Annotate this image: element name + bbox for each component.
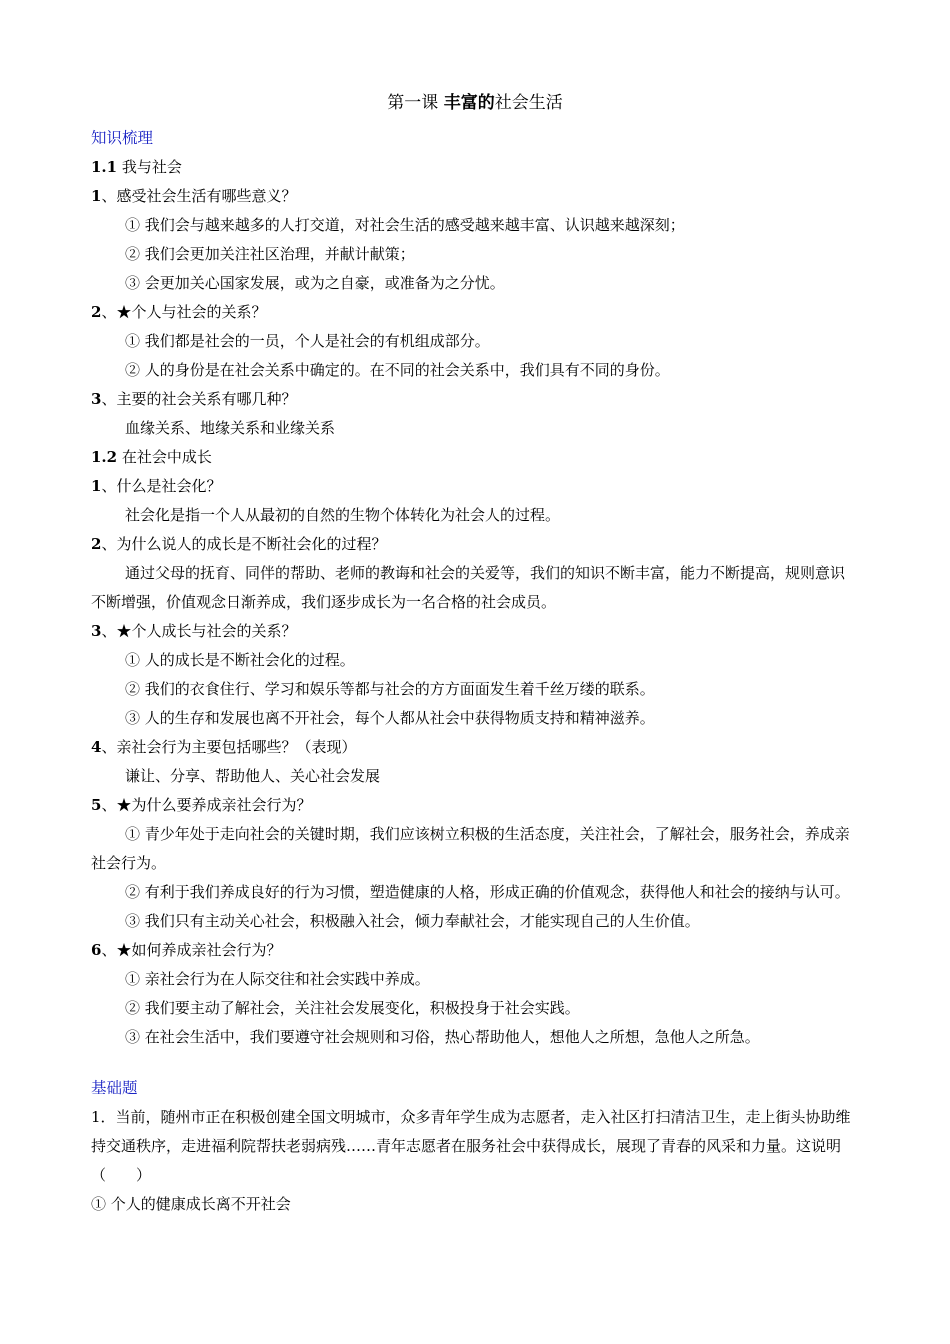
answer-line: ① 我们会与越来越多的人打交道，对社会生活的感受越来越丰富、认识越来越深刻； [125, 216, 685, 234]
question-number: 2 [91, 303, 102, 321]
question-number: 3 [91, 622, 102, 640]
title-suffix: 社会生活 [494, 93, 563, 113]
title-prefix: 第一课 [387, 93, 444, 113]
question-number: 1 [91, 477, 102, 495]
question-heading [91, 182, 859, 211]
question-number: 6 [91, 941, 102, 959]
question-heading [91, 733, 859, 762]
answer-line: ② 我们会更加关注社区治理，并献计献策； [125, 245, 415, 263]
question-heading [91, 617, 859, 646]
question-number: 4 [91, 738, 102, 756]
question-text: 、★如何养成亲社会行为？ [101, 941, 282, 959]
title-bold: 丰富的 [443, 93, 495, 113]
answer-line: ③ 在社会生活中，我们要遵守社会规则和习俗，热心帮助他人，想他人之所想，急他人之所急。 [125, 1028, 760, 1046]
question-text: 、感受社会生活有哪些意义？ [101, 187, 297, 205]
subsection-text: 在社会中成长 [117, 448, 212, 466]
answer-line: 血缘关系、地缘关系和业缘关系 [125, 419, 336, 437]
answer-line: ③ 人的生存和发展也离不开社会，每个人都从社会中获得物质支持和精神滋养。 [125, 709, 655, 727]
answer-line: ② 我们的衣食住行、学习和娱乐等都与社会的方方面面发生着千丝万缕的联系。 [125, 680, 655, 698]
exercise-question: 1．当前，随州市正在积极创建全国文明城市，众多青年学生成为志愿者，走入社区打扫清洁卫生，走上街头协助维持交通秩序，走进福利院帮扶老弱病残……青年志愿者在服务社会中获得成长，展现了青春的风采和力量。这说明（ ） [91, 1108, 851, 1184]
subsection-number: 1.1 [91, 158, 118, 176]
question-heading [91, 472, 859, 501]
question-heading [91, 530, 859, 559]
question-heading [91, 298, 859, 327]
subsection-heading [91, 153, 859, 182]
question-text: 、什么是社会化？ [101, 477, 222, 495]
question-text: 、★个人与社会的关系？ [101, 303, 267, 321]
section-heading-knowledge: 知识梳理 [91, 129, 154, 147]
question-number: 2 [91, 535, 102, 553]
answer-line: ② 我们要主动了解社会，关注社会发展变化，积极投身于社会实践。 [125, 999, 580, 1017]
section-heading-basic: 基础题 [91, 1079, 138, 1097]
exercise-option: ① 个人的健康成长离不开社会 [91, 1195, 291, 1213]
answer-line: ② 人的身份是在社会关系中确定的。在不同的社会关系中，我们具有不同的身份。 [125, 361, 670, 379]
question-heading [91, 936, 859, 965]
question-text: 、主要的社会关系有哪几种？ [101, 390, 297, 408]
subsection-heading [91, 443, 859, 472]
document-body [91, 124, 859, 1219]
answer-line: ① 人的成长是不断社会化的过程。 [125, 651, 355, 669]
question-number: 3 [91, 390, 102, 408]
question-heading [91, 385, 859, 414]
question-number: 1 [91, 187, 102, 205]
answer-line: ③ 我们只有主动关心社会，积极融入社会，倾力奉献社会，才能实现自己的人生价值。 [125, 912, 700, 930]
question-text: 、★为什么要养成亲社会行为？ [101, 796, 312, 814]
answer-paragraph: ② 有利于我们养成良好的行为习惯，塑造健康的人格，形成正确的价值观念，获得他人和社会的接纳与认可。 [125, 883, 850, 901]
section-spacer [91, 1052, 859, 1074]
question-text: 、★个人成长与社会的关系？ [101, 622, 297, 640]
question-heading [91, 791, 859, 820]
answer-line: ① 我们都是社会的一员，个人是社会的有机组成部分。 [125, 332, 490, 350]
answer-line: 谦让、分享、帮助他人、关心社会发展 [125, 767, 381, 785]
answer-line: 社会化是指一个人从最初的自然的生物个体转化为社会人的过程。 [125, 506, 561, 524]
answer-paragraph: 通过父母的抚育、同伴的帮助、老师的教诲和社会的关爱等，我们的知识不断丰富，能力不断提高，规则意识不断增强，价值观念日渐养成，我们逐步成长为一名合格的社会成员。 [91, 564, 846, 611]
question-number: 5 [91, 796, 102, 814]
question-text: 、亲社会行为主要包括哪些？（表现） [101, 738, 357, 756]
page-title [0, 90, 950, 116]
subsection-number: 1.2 [91, 448, 118, 466]
answer-line: ③ 会更加关心国家发展，或为之自豪，或准备为之分忧。 [125, 274, 505, 292]
subsection-text: 我与社会 [117, 158, 182, 176]
answer-paragraph: ① 青少年处于走向社会的关键时期，我们应该树立积极的生活态度，关注社会，了解社会，服务社会，养成亲社会行为。 [91, 825, 850, 872]
question-text: 、为什么说人的成长是不断社会化的过程？ [101, 535, 387, 553]
answer-line: ① 亲社会行为在人际交往和社会实践中养成。 [125, 970, 430, 988]
